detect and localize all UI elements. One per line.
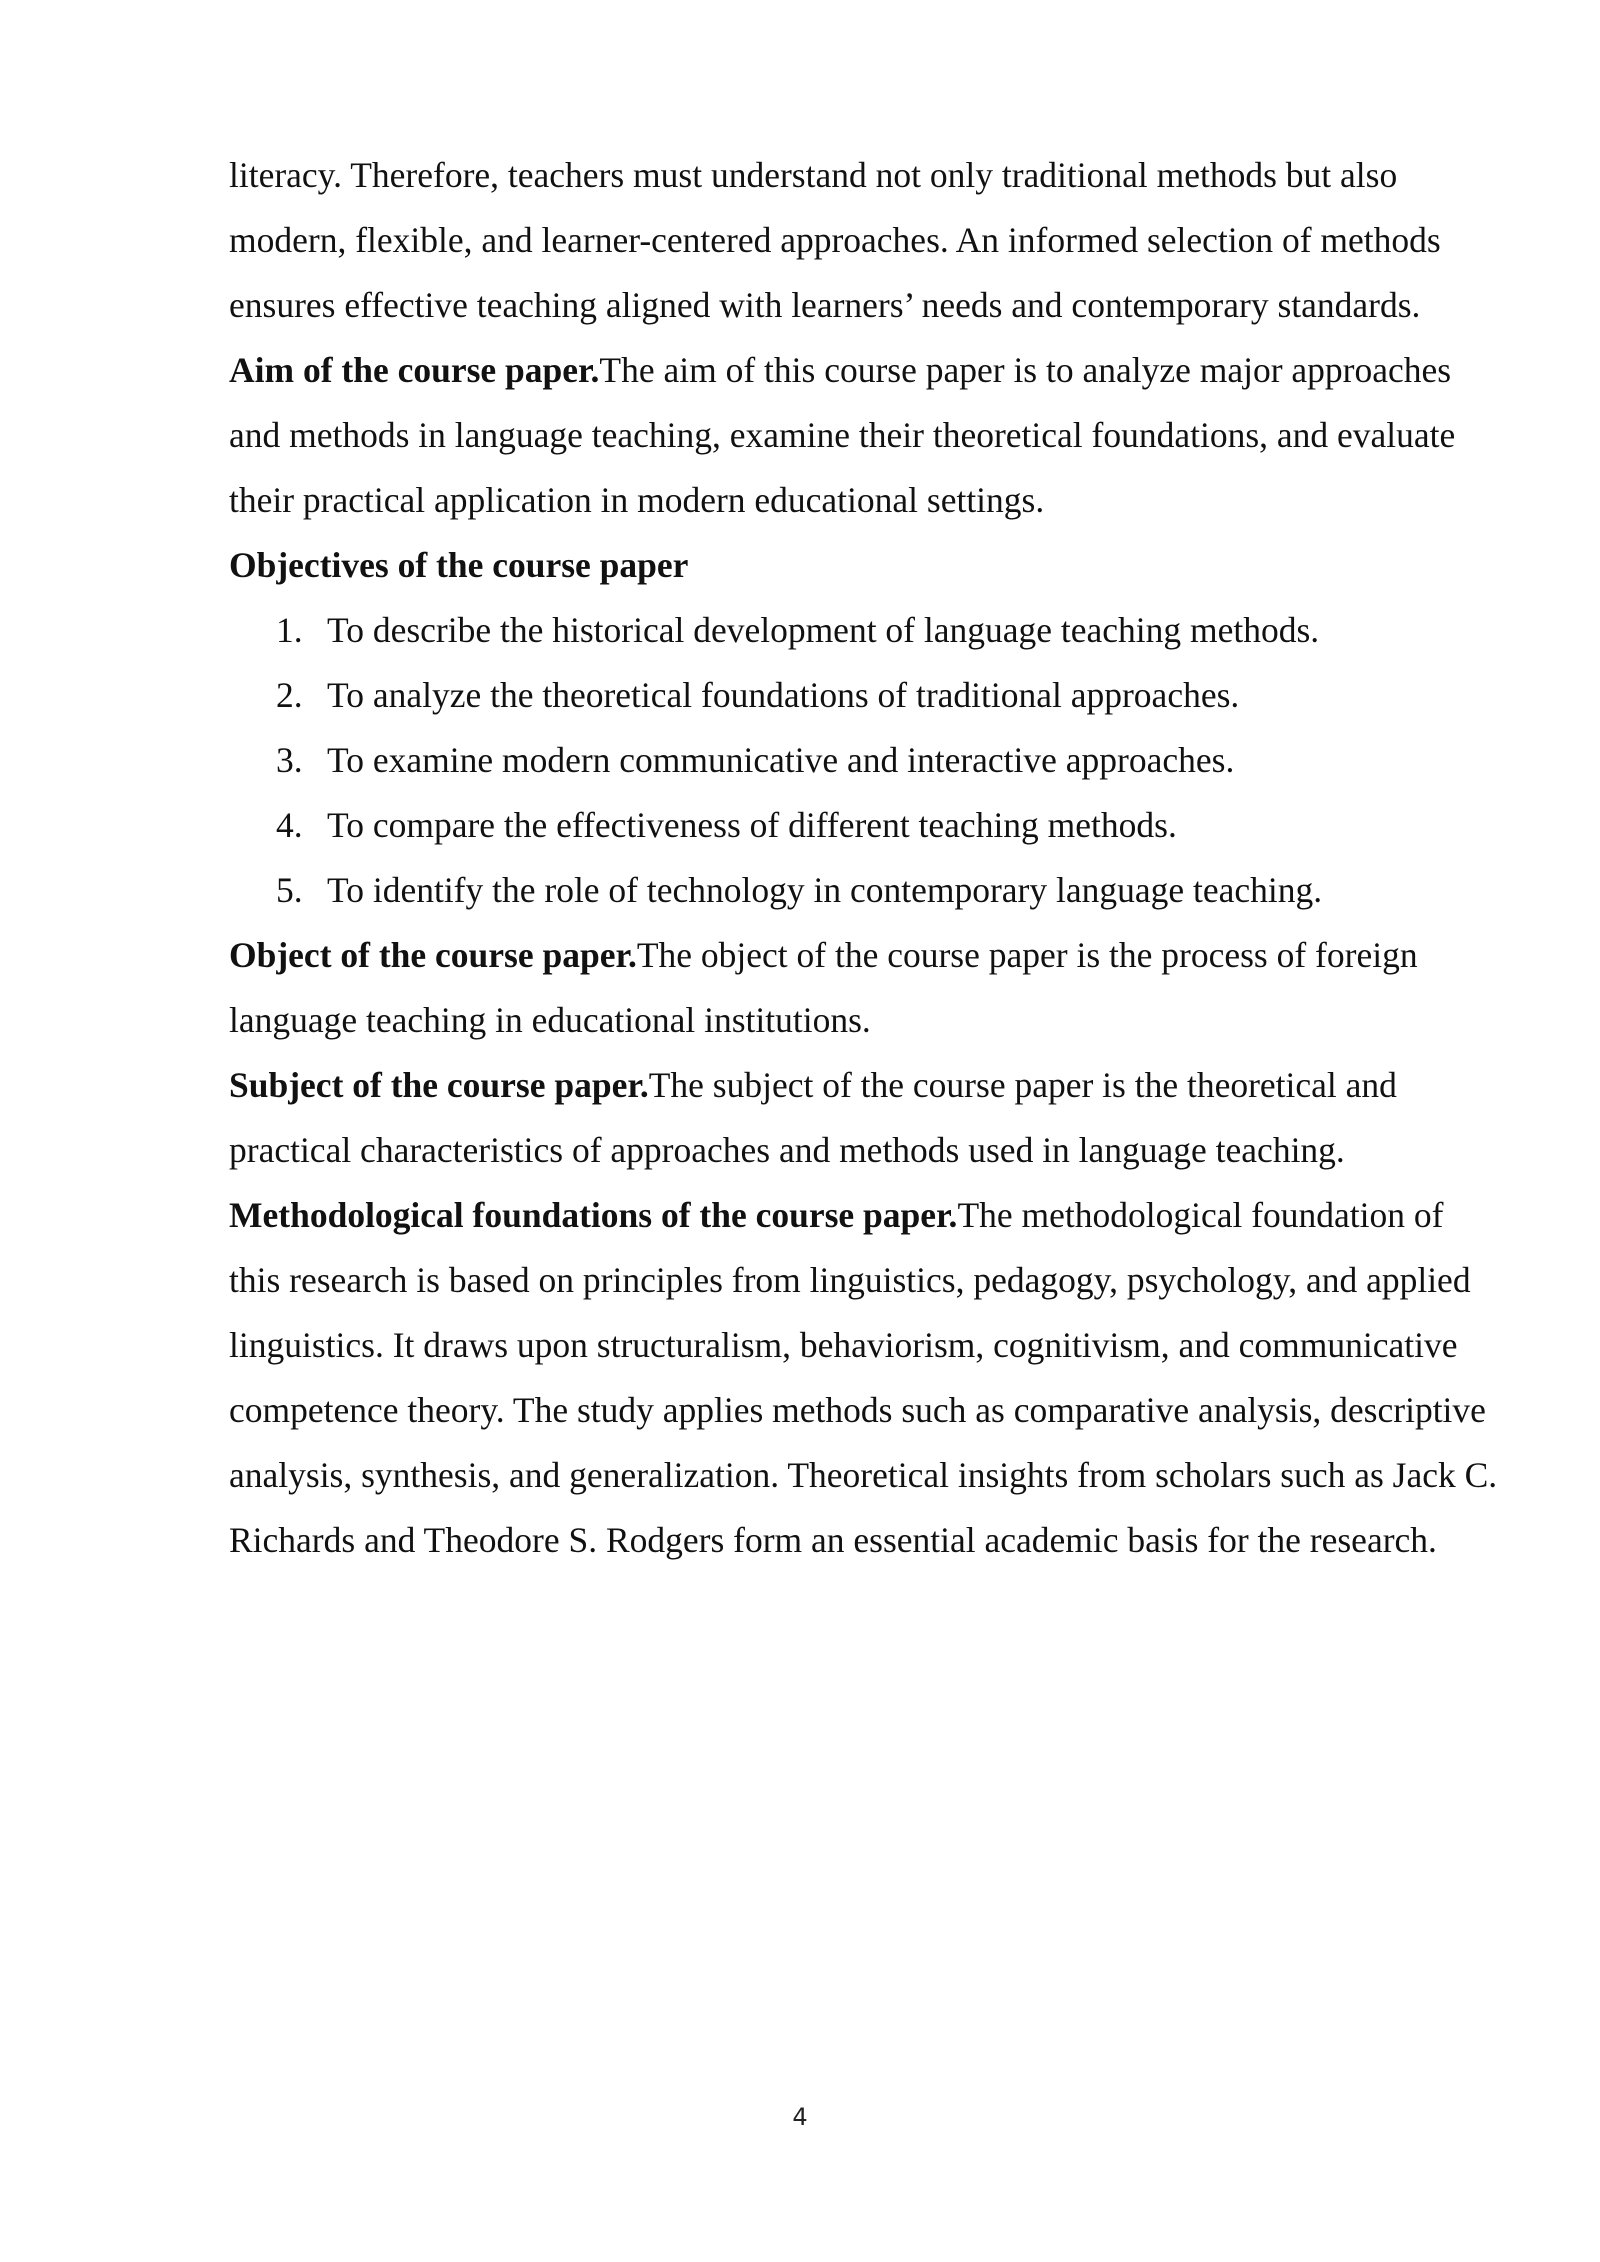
page-number: 4 xyxy=(792,2103,808,2131)
objective-number: 4. xyxy=(276,805,303,845)
methodology-paragraph xyxy=(229,1183,1499,1573)
object-paragraph xyxy=(229,923,1499,1053)
objective-item xyxy=(229,793,1499,858)
object-text: The object of the course paper is the process of foreign language teaching in educational institutions. xyxy=(229,935,1418,1040)
object-lead: Object of the course paper. xyxy=(229,935,637,975)
page-content xyxy=(229,143,1499,1573)
objectives-heading: Objectives of the course paper xyxy=(229,545,689,585)
objective-item xyxy=(229,858,1499,923)
objectives-list xyxy=(229,598,1499,923)
intro-paragraph: literacy. Therefore, teachers must understand not only traditional methods but also modern, flexible, and learner-centered approaches. An informed selection of methods ensures effective teaching aligned with learners’ needs and contemporary standards. xyxy=(229,155,1441,325)
objective-text: To identify the role of technology in contemporary language teaching. xyxy=(327,870,1323,910)
objective-number: 3. xyxy=(276,740,303,780)
aim-lead: Aim of the course paper. xyxy=(229,350,600,390)
objective-number: 5. xyxy=(276,870,303,910)
objective-item xyxy=(229,598,1499,663)
objective-text: To compare the effectiveness of different teaching methods. xyxy=(327,805,1177,845)
subject-paragraph xyxy=(229,1053,1499,1183)
objective-text: To analyze the theoretical foundations of traditional approaches. xyxy=(327,675,1240,715)
objective-text: To examine modern communicative and interactive approaches. xyxy=(327,740,1235,780)
objective-item xyxy=(229,728,1499,793)
objective-text: To describe the historical development of language teaching methods. xyxy=(327,610,1320,650)
subject-text: The subject of the course paper is the theoretical and practical characteristics of approaches and methods used in language teaching. xyxy=(229,1065,1397,1170)
aim-text: The aim of this course paper is to analyze major approaches and methods in language teaching, examine their theoretical foundations, and evaluate their practical application in modern educational settings. xyxy=(229,350,1456,520)
subject-lead: Subject of the course paper. xyxy=(229,1065,649,1105)
methodology-text: The methodological foundation of this research is based on principles from linguistics, pedagogy, psychology, and applied linguistics. It draws upon structuralism, behaviorism, cognitivism, and communicative competence theory. The study applies methods such as comparative analysis, descriptive analysis, synthesis, and generalization. Theoretical insights from scholars such as Jack C. Richards and Theodore S. Rodgers form an essential academic basis for the research. xyxy=(229,1195,1498,1560)
objective-item xyxy=(229,663,1499,728)
objective-number: 1. xyxy=(276,610,303,650)
methodology-lead: Methodological foundations of the course paper. xyxy=(229,1195,958,1235)
objective-number: 2. xyxy=(276,675,303,715)
aim-paragraph xyxy=(229,338,1499,533)
